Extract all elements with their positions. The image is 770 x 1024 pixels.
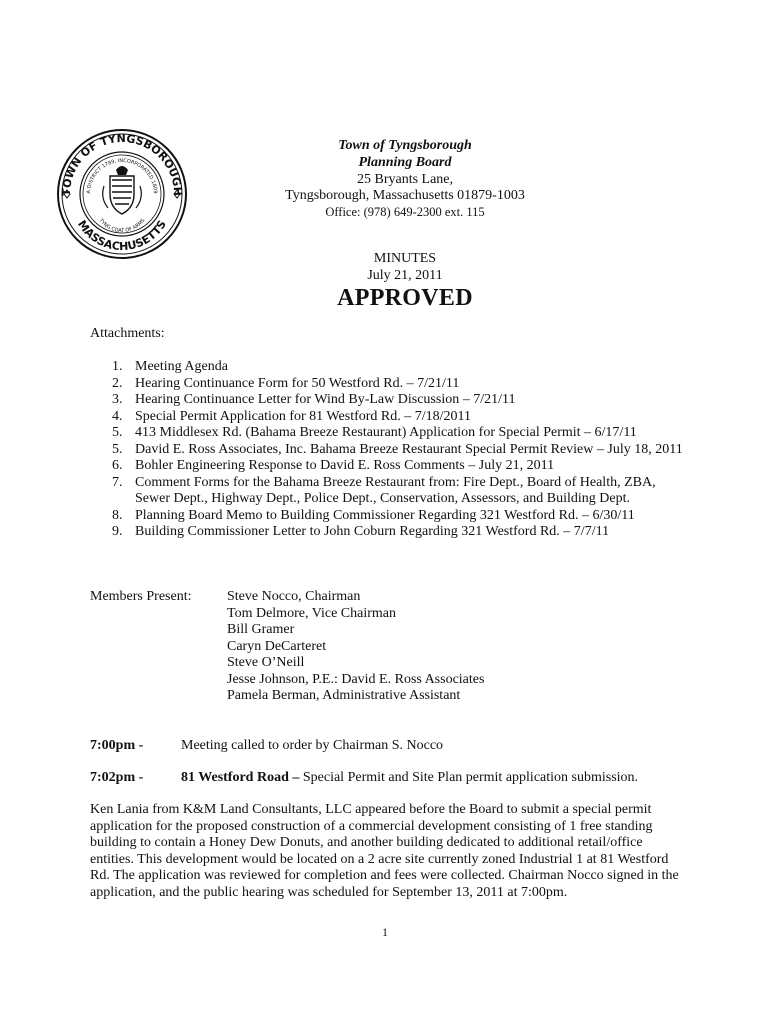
member-name: Pamela Berman, Administrative Assistant [227,688,461,703]
svg-text:TOWN OF TYNGSBOROUGH: TOWN OF TYNGSBOROUGH [59,131,185,197]
members-present-label: Members Present: [90,589,192,604]
list-item: 3. Hearing Continuance Letter for Wind By-Law Discussion – 7/21/11 [112,392,516,407]
attachments-heading: Attachments: [90,326,165,341]
list-item: 8. Planning Board Memo to Building Commissioner Regarding 321 Westford Rd. – 6/30/11 [112,507,635,523]
list-item: 7. Comment Forms for the Bahama Breeze Restaurant from: Fire Dept., Board of Health, ZBA, Sewer Dept., Highway Dept., Police Dept., Conservation, Assessors, and Building Dept. [112,474,656,506]
agenda-item [181,770,638,787]
members-list [227,589,484,705]
town-name: Town of Tyngsborough [338,138,472,153]
minutes-paragraph: Ken Lania from K&M Land Consultants, LLC appeared before the Board to submit a special permit application for the proposed construction of a commercial development consisting of 1 free standing building to contain a Honey Dew Donuts, and another building dedicated to additional retail/office entities. This development would be located on a 2 acre site currently zoned Industrial 1 at 81 Westford Rd. The application was reviewed for completion and fees were collected. Chairman Nocco signed in the application, and the public hearing was scheduled for September 13, 2011 at 7:00pm. [90,802,679,900]
office-phone: Office: (978) 649-2300 ext. 115 [325,205,485,219]
approved-status: APPROVED [337,285,473,311]
list-item: 4. Special Permit Application for 81 Westford Rd. – 7/18/2011 [112,408,471,424]
list-item: 5. David E. Ross Associates, Inc. Bahama Breeze Restaurant Special Permit Review – July 18, 2011 [112,441,683,457]
agenda-time: 7:00pm - [90,738,144,753]
svg-text:A DISTRICT 1789, INCORPORATED: A DISTRICT 1789, INCORPORATED 1809 [85,157,159,194]
member-name: Tom Delmore, Vice Chairman [227,605,396,621]
agenda-time: 7:02pm - [90,770,144,785]
list-item: 5. 413 Middlesex Rd. (Bahama Breeze Restaurant) Application for Special Permit – 6/17/11 [112,425,637,440]
list-item: 6. Bohler Engineering Response to David E. Ross Comments – July 21, 2011 [112,458,555,473]
svg-text:MASSACHUSETTS: MASSACHUSETTS [75,217,169,254]
meeting-date: July 21, 2011 [367,268,443,283]
svg-text:TYNG COAT OF ARMS: TYNG COAT OF ARMS [97,217,147,235]
document-type: MINUTES [373,251,437,266]
list-item: 1. Meeting Agenda [112,359,228,374]
board-name: Planning Board [358,155,452,170]
page-number: 1 [382,925,388,939]
member-name: Jesse Johnson, P.E.: David E. Ross Associates [227,671,485,687]
agenda-item-title: 81 Westford Road – [181,770,300,785]
list-item: 2. Hearing Continuance Form for 50 Westford Rd. – 7/21/11 [112,375,460,391]
attachments-list [90,359,690,541]
member-name: Steve O’Neill [227,655,305,670]
address-line-1: 25 Bryants Lane, [356,172,454,187]
member-name: Steve Nocco, Chairman [227,589,361,604]
list-item: 9. Building Commissioner Letter to John Coburn Regarding 321 Westford Rd. – 7/7/11 [112,524,610,539]
agenda-item-text: Meeting called to order by Chairman S. Nocco [181,738,444,753]
agenda-item-text: Special Permit and Site Plan permit application submission. [299,770,639,785]
member-name: Bill Gramer [227,622,295,637]
address-line-2: Tyngsborough, Massachusetts 01879-1003 [285,188,525,203]
member-name: Caryn DeCarteret [227,638,327,654]
